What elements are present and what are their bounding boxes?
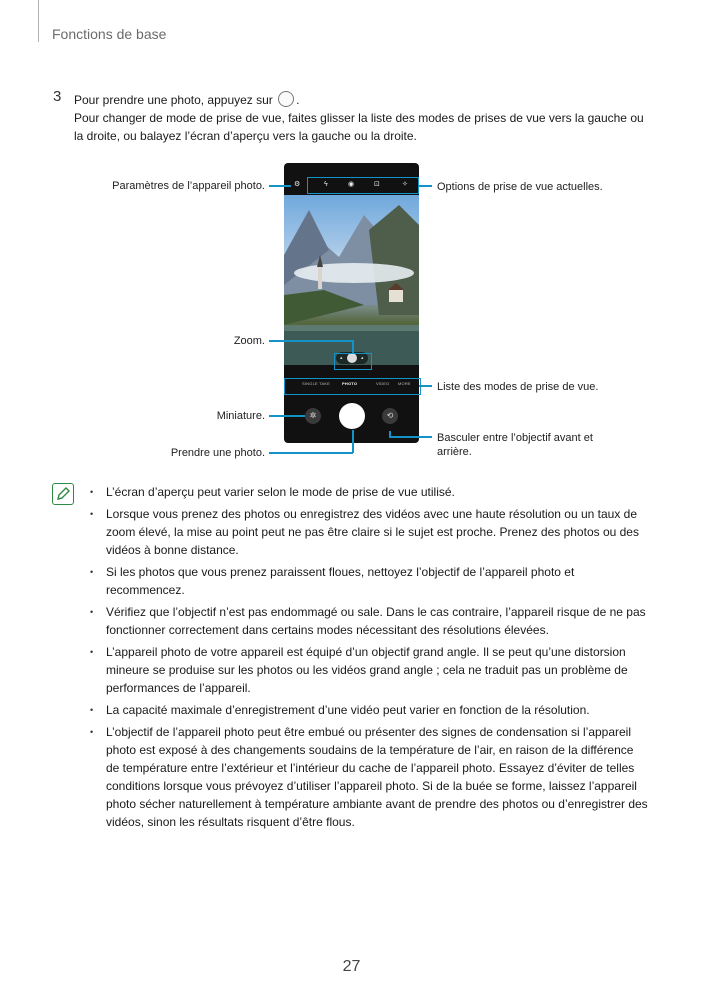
page-number: 27	[342, 958, 361, 975]
header-rule	[38, 0, 39, 42]
label-thumbnail: Miniature.	[216, 410, 265, 422]
zoom-highlight	[334, 353, 372, 370]
step-line1-before: Pour prendre une photo, appuyez sur	[74, 93, 273, 107]
modes-highlight	[284, 378, 421, 395]
mode-photo[interactable]: PHOTO	[342, 381, 358, 386]
label-modes-list: Liste des modes de prise de vue.	[437, 381, 599, 393]
switch-camera-button[interactable]: ⟲	[382, 408, 398, 424]
label-switch-lens-line1: Basculer entre l’objectif avant et	[437, 432, 593, 444]
section-title: Fonctions de base	[52, 26, 167, 42]
leader-modes	[419, 385, 432, 387]
note-item: • Si les photos que vous prenez paraissent floues, nettoyez l’objectif de l’appareil photo et recommencez.	[90, 563, 650, 599]
shutter-button[interactable]	[339, 403, 365, 429]
leader-options	[419, 185, 432, 187]
ratio-icon: ⊡	[374, 181, 380, 188]
leader-switch-h	[389, 436, 432, 438]
note-item: • L’appareil photo de votre appareil est équipé d’un objectif grand angle. Il se peut qu’une distorsion mineure se produise sur les photos ou les vidéos grand angle ; cela ne traduit pas un problème de performances de l’appareil.	[90, 643, 650, 697]
timer-icon: ◉	[348, 181, 355, 188]
step-line1-after: .	[296, 93, 300, 107]
zoom-tele-icon: ▴	[361, 355, 364, 361]
label-take-photo: Prendre une photo.	[170, 447, 265, 459]
step-text	[74, 91, 654, 145]
current-options-highlight	[307, 177, 419, 194]
mode-single-take[interactable]: SINGLE TAKE	[302, 381, 331, 386]
shutter-button-icon	[278, 91, 294, 107]
thumbnail-button[interactable]: ✲	[305, 408, 321, 424]
mode-video[interactable]: VIDEO	[376, 381, 390, 386]
leader-settings	[269, 185, 291, 187]
label-zoom: Zoom.	[233, 335, 265, 347]
note-item: • La capacité maximale d’enregistrement d’une vidéo peut varier en fonction de la résolution.	[90, 701, 650, 719]
note-icon	[52, 483, 74, 505]
note-item: • Vérifiez que l’objectif n’est pas endommagé ou sale. Dans le cas contraire, l’appareil risque de ne pas fonctionner correctement dans certains modes nécessitant des résolutions élevées.	[90, 603, 650, 639]
leader-shutter-v	[352, 430, 354, 453]
notes-list	[90, 483, 650, 835]
gear-icon: ⚙	[294, 181, 301, 188]
label-current-options: Options de prise de vue actuelles.	[437, 181, 603, 193]
flash-icon: ϟ	[324, 181, 328, 188]
leader-shutter-h	[269, 452, 353, 454]
note-item: • Lorsque vous prenez des photos ou enregistrez des vidéos avec une haute résolution ou un taux de zoom élevé, la mise au point peut ne pas être claire si le sujet est proche. Prenez des photos ou des vidéos à bonne distance.	[90, 505, 650, 559]
label-camera-settings: Paramètres de l’appareil photo.	[112, 180, 265, 192]
leader-zoom-v	[352, 340, 354, 354]
step-number: 3	[53, 88, 62, 105]
note-item: • L’écran d’aperçu peut varier selon le mode de prise de vue utilisé.	[90, 483, 650, 501]
note-item: • L’objectif de l’appareil photo peut être embué ou présenter des signes de condensation si l’appareil photo est exposé à des changements soudains de la température de l’air, en raison de la différence de température entre l’extérieur et l’intérieur du cache de l’appareil photo. Essayez d’éviter de telles conditions lorsque vous prévoyez d’utiliser l’appareil photo. Si de la buée se forme, laissez l’appareil photo sécher naturellement à température ambiante avant de prendre des photos ou d’enregistrer des vidéos, sinon les résultats risquent d’être flous.	[90, 723, 650, 831]
effects-icon: ✧	[402, 181, 408, 188]
leader-thumbnail	[269, 415, 305, 417]
mode-more[interactable]: MORE	[398, 381, 411, 386]
label-switch-lens	[437, 431, 593, 459]
step-line2: Pour changer de mode de prise de vue, faites glisser la liste des modes de prises de vue vers la gauche ou la droite, ou balayez l’écran d’aperçu vers la gauche ou la droite.	[74, 111, 644, 143]
phone-screenshot	[284, 163, 419, 443]
label-switch-lens-line2: arrière.	[437, 446, 472, 458]
leader-zoom-h	[269, 340, 353, 342]
zoom-wide-icon: ▴	[340, 355, 343, 361]
